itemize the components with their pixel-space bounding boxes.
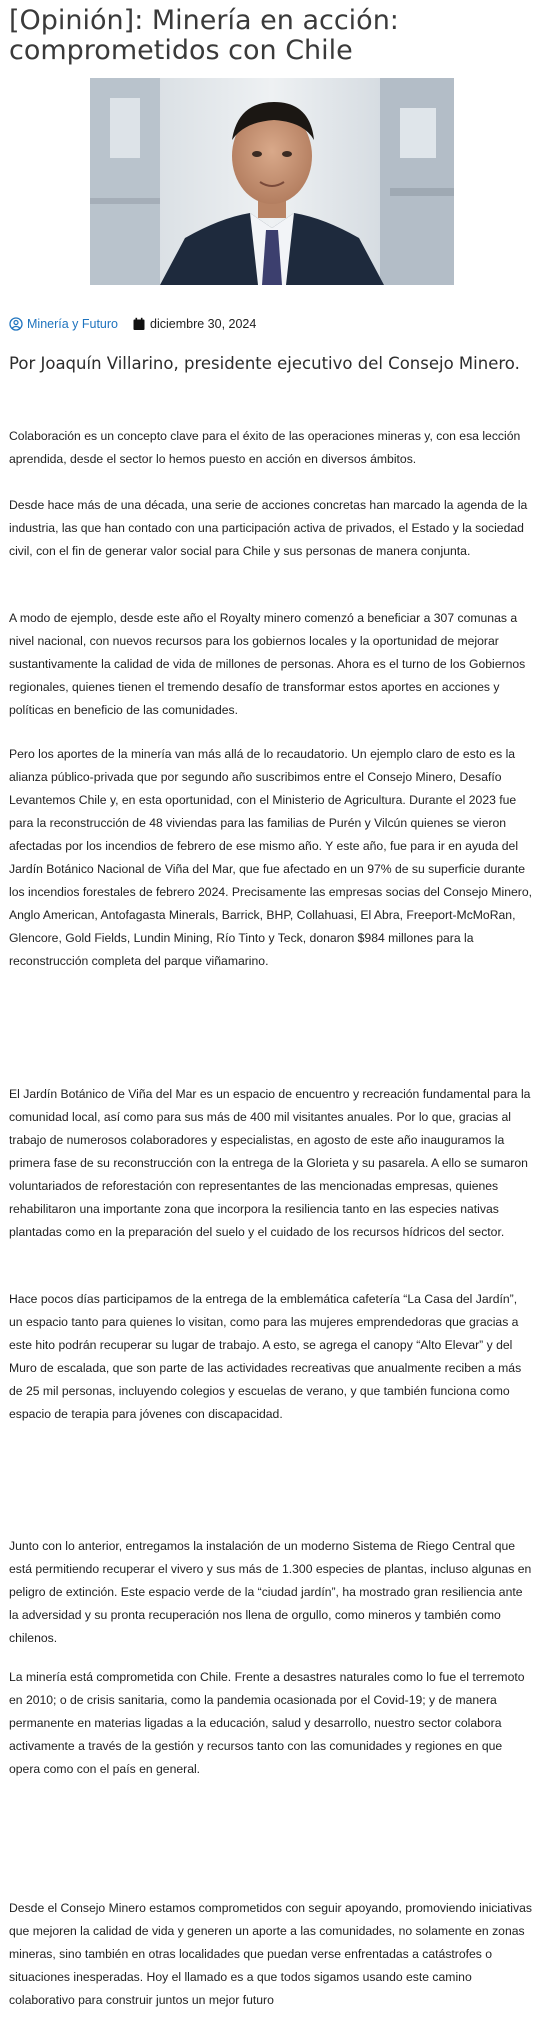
paragraph: Pero los aportes de la minería van más allá de lo recaudatorio. Un ejemplo claro de esto es la alianza público-privada que por segundo año suscribimos entre el Consejo Minero, Desafío Levantemos Chile y, en esta oportunidad, con el Ministerio de Agricultura. Durante el 2023 fue para la reconstrucción de 48 viviendas para las familias de Purén y Vilcún quienes se vieron afectadas por los incendios de febrero de ese mismo año. Y este año, fue para ir en ayuda del Jardín Botánico Nacional de Viña del Mar, que fue afectado en un 97% de su superficie durante los incendios forestales de febrero 2024. Precisamente las empresas socias del Consejo Minero, Anglo American, Antofagasta Minerals, Barrick, BHP, Collahuasi, El Abra, Freeport-McMoRan, Glencore, Gold Fields, Lundin Mining, Río Tinto y Teck, donaron $984 millones para la reconstrucción completa del parque viñamarino. — [9, 747, 532, 968]
calendar-icon — [132, 317, 146, 331]
paragraph: Colaboración es un concepto clave para el éxito de las operaciones mineras y, con esa lección aprendida, desde el sector lo hemos puesto en acción en diversos ámbitos. — [9, 429, 521, 466]
paragraph: Desde el Consejo Minero estamos comprometidos con seguir apoyando, promoviendo iniciativas que mejoren la calidad de vida y generen un aporte a las comunidades, no solamente en zonas mineras, sino también en otras localidades que puedan verse enfrentadas a catástrofes o situaciones inesperadas. Hoy el llamado es a que todos sigamos usando este camino colaborativo para construir juntos un mejor futuro — [9, 1901, 532, 2007]
article-title: [Opinión]: Minería en acción: comprometidos con Chile — [9, 5, 399, 66]
portrait-image — [90, 78, 454, 285]
paragraph: Junto con lo anterior, entregamos la instalación de un moderno Sistema de Riego Central que está permitiendo recuperar el vivero y sus más de 1.300 especies de plantas, incluso algunas en peligro de extinción. Este espacio verde de la “ciudad jardín”, ha mostrado gran resiliencia ante la adversidad y su pronta recuperación nos llena de orgullo, como mineros y también como chilenos. — [9, 1539, 532, 1645]
paragraph: Hace pocos días participamos de la entrega de la emblemática cafetería “La Casa del Jardín”, un espacio tanto para quienes lo visitan, como para las mujeres emprendedoras que gracias a este hito podrán recuperar su lugar de trabajo. A esto, se agrega el canopy “Alto Elevar” y del Muro de escalada, que son parte de las actividades recreativas que anualmente reciben a más de 25 mil personas, incluyendo colegios y escuelas de verano, y que también funciona como espacio de terapia para jóvenes con discapacidad. — [9, 1292, 522, 1421]
paragraph: A modo de ejemplo, desde este año el Royalty minero comenzó a beneficiar a 307 comunas a nivel nacional, con nuevos recursos para los gobiernos locales y la oportunidad de mejorar sustantivamente la calidad de vida de millones de personas. Ahora es el turno de los Gobiernos regionales, quienes tienen el tremendo desafío de transformar estos aportes en acciones y políticas en beneficio de las comunidades. — [9, 611, 526, 717]
post-date: diciembre 30, 2024 — [150, 317, 257, 331]
paragraph: El Jardín Botánico de Viña del Mar es un espacio de encuentro y recreación fundamental para la comunidad local, así como para sus más de 400 mil visitantes anuales. Por lo que, gracias al trabajo de numerosos colaboradores y especialistas, en agosto de este año inauguramos la primera fase de su reconstrucción con la entrega de la Glorieta y su pasarela. A ello se sumaron voluntariados de reforestación con representantes de las mencionadas empresas, quienes rehabilitaron una importante zona que incorpora la resiliencia tanto en las especies nativas plantadas como en la preparación del suelo y el cuidado de los recursos hídricos del sector. — [9, 1087, 531, 1239]
article-byline: Por Joaquín Villarino, presidente ejecutivo del Consejo Minero. — [9, 354, 520, 373]
user-circle-icon — [9, 317, 23, 331]
post-meta — [9, 314, 256, 334]
author-photo — [90, 78, 454, 285]
paragraph: Desde hace más de una década, una serie de acciones concretas han marcado la agenda de la industria, las que han contado con una participación activa de privados, el Estado y la sociedad civil, con el fin de generar valor social para Chile y sus personas de manera conjunta. — [9, 498, 528, 558]
paragraph: La minería está comprometida con Chile. Frente a desastres naturales como lo fue el terremoto en 2010; o de crisis sanitaria, como la pandemia ocasionada por el Covid-19; y de manera permanente en materias ligadas a la educación, salud y desarrollo, nuestro sector colabora activamente a través de la gestión y recursos tanto con las comunidades y regiones en que opera como con el país en general. — [9, 1670, 525, 1776]
author-category-link[interactable]: Minería y Futuro — [27, 317, 119, 331]
